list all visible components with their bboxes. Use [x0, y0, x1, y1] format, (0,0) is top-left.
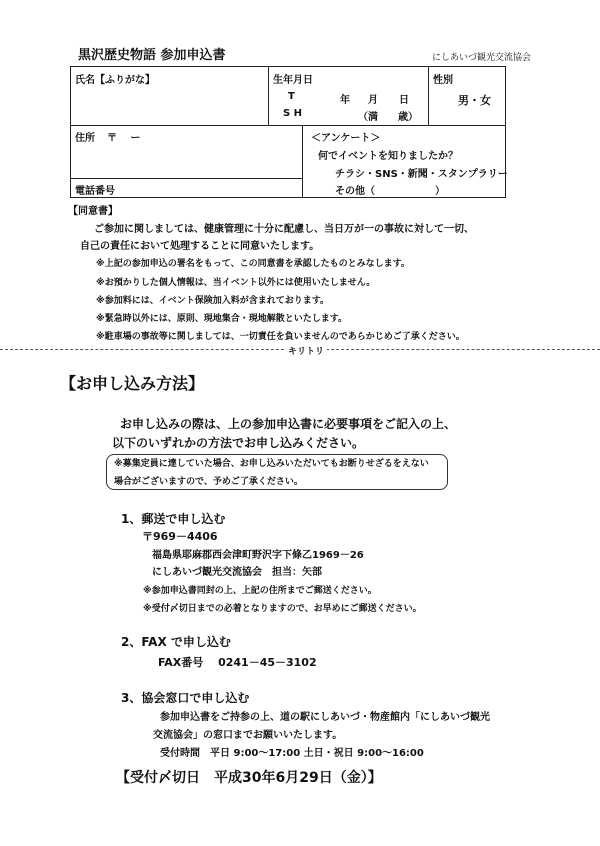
- counter-line-2: 交流協会」の窓口までお願いいたします。: [153, 730, 343, 741]
- phone-field[interactable]: [125, 180, 300, 196]
- form-row-divider: [70, 125, 506, 126]
- form-col-divider-3: [302, 125, 303, 198]
- day-label: 日: [399, 95, 409, 106]
- consent-note: ※駐車場の事故等に関しましては、一切責任を負いませんのであらかじめご了承ください。: [96, 332, 465, 342]
- consent-note: ※参加料には、イベント保険加入料が含まれております。: [96, 296, 330, 306]
- consent-text-line-1: ご参加に関しましては、健康管理に十分に配慮し、当日万が一の事故に対して一切、: [94, 224, 474, 235]
- address-postal-field[interactable]: 〒 ー: [107, 133, 141, 144]
- gender-options[interactable]: 男・女: [458, 94, 491, 107]
- name-field[interactable]: [72, 86, 266, 123]
- survey-question: 何でイベントを知りましたか？: [318, 151, 458, 162]
- form-col-divider-1: [268, 66, 269, 125]
- mail-heading: 1、郵送で申し込む: [121, 512, 226, 526]
- age-open: （満: [358, 112, 378, 123]
- fax-heading: 2、FAX で申し込む: [121, 635, 231, 649]
- mail-note-2: ※受付〆切日までの必着となりますので、お早めにご郵送ください。: [143, 604, 422, 614]
- survey-title: ＜アンケート＞: [311, 133, 381, 144]
- mail-note-1: ※参加申込書同封の上、上記の住所までご郵送ください。: [143, 586, 377, 596]
- counter-hours: 受付時間 平日 9:00～17:00 土日・祝日 9:00～16:00: [160, 748, 424, 759]
- address-field[interactable]: [72, 145, 300, 176]
- year-label: 年: [340, 95, 350, 106]
- deadline: 【受付〆切日 平成30年6月29日（金）】: [116, 770, 382, 786]
- consent-title: 【同意書】: [68, 206, 118, 217]
- mail-postal-code: 〒969－4406: [142, 530, 218, 543]
- notice-line-2: 場合がございますので、予めご了承ください。: [114, 477, 303, 487]
- era-showa-heisei: S H: [283, 108, 303, 119]
- consent-note: ※上記の参加申込の署名をもって、この同意書を承認したものとみなします。: [96, 259, 410, 269]
- address-label: 住所: [75, 133, 95, 144]
- consent-text-line-2: 自己の責任において処理することに同意いたします。: [80, 241, 320, 252]
- consent-note: ※お預かりした個人情報は、当イベント以外には使用いたしません。: [96, 278, 376, 288]
- form-title: 黒沢歴史物語 参加申込書: [78, 48, 226, 63]
- mail-address: 福島県耶麻郡西会津町野沢字下條乙1969－26: [152, 550, 364, 561]
- era-taisho: T: [288, 91, 295, 102]
- notice-line-1: ※募集定員に達していた場合、お申し込みいただいてもお断りせざるをえない: [114, 459, 429, 469]
- method-title: 【お申し込み方法】: [60, 374, 205, 393]
- counter-line-1: 参加申込書をご持参の上、道の駅にしあいづ・物産館内「にしあいづ観光: [160, 712, 490, 723]
- consent-note: ※緊急時以外には、原則、現地集合・現地解散といたします。: [96, 314, 348, 324]
- method-intro-2: 以下のいずれかの方法でお申し込みください。: [112, 436, 365, 450]
- name-label: 氏名【ふりがな】: [75, 75, 155, 86]
- survey-options[interactable]: チラシ・SNS・新聞・スタンプラリー: [335, 169, 508, 180]
- survey-other[interactable]: その他（ ）: [335, 186, 445, 197]
- phone-row-divider: [70, 178, 302, 179]
- birthdate-label: 生年月日: [273, 75, 313, 86]
- gender-label: 性別: [433, 75, 453, 86]
- form-col-divider-2: [428, 66, 429, 125]
- method-intro-1: お申し込みの際は、上の参加申込書に必要事項をご記入の上、: [120, 417, 457, 431]
- mail-organization: にしあいづ観光交流協会 担当：矢部: [152, 567, 322, 578]
- cut-line-label: キリトリ: [285, 344, 327, 357]
- organizer-name: にしあいづ観光交流協会: [432, 53, 532, 63]
- age-close: 歳）: [398, 112, 418, 123]
- counter-heading: 3、協会窓口で申し込む: [121, 691, 250, 705]
- month-label: 月: [368, 95, 378, 106]
- fax-number: FAX番号 0241－45－3102: [158, 656, 317, 669]
- phone-label: 電話番号: [75, 186, 115, 197]
